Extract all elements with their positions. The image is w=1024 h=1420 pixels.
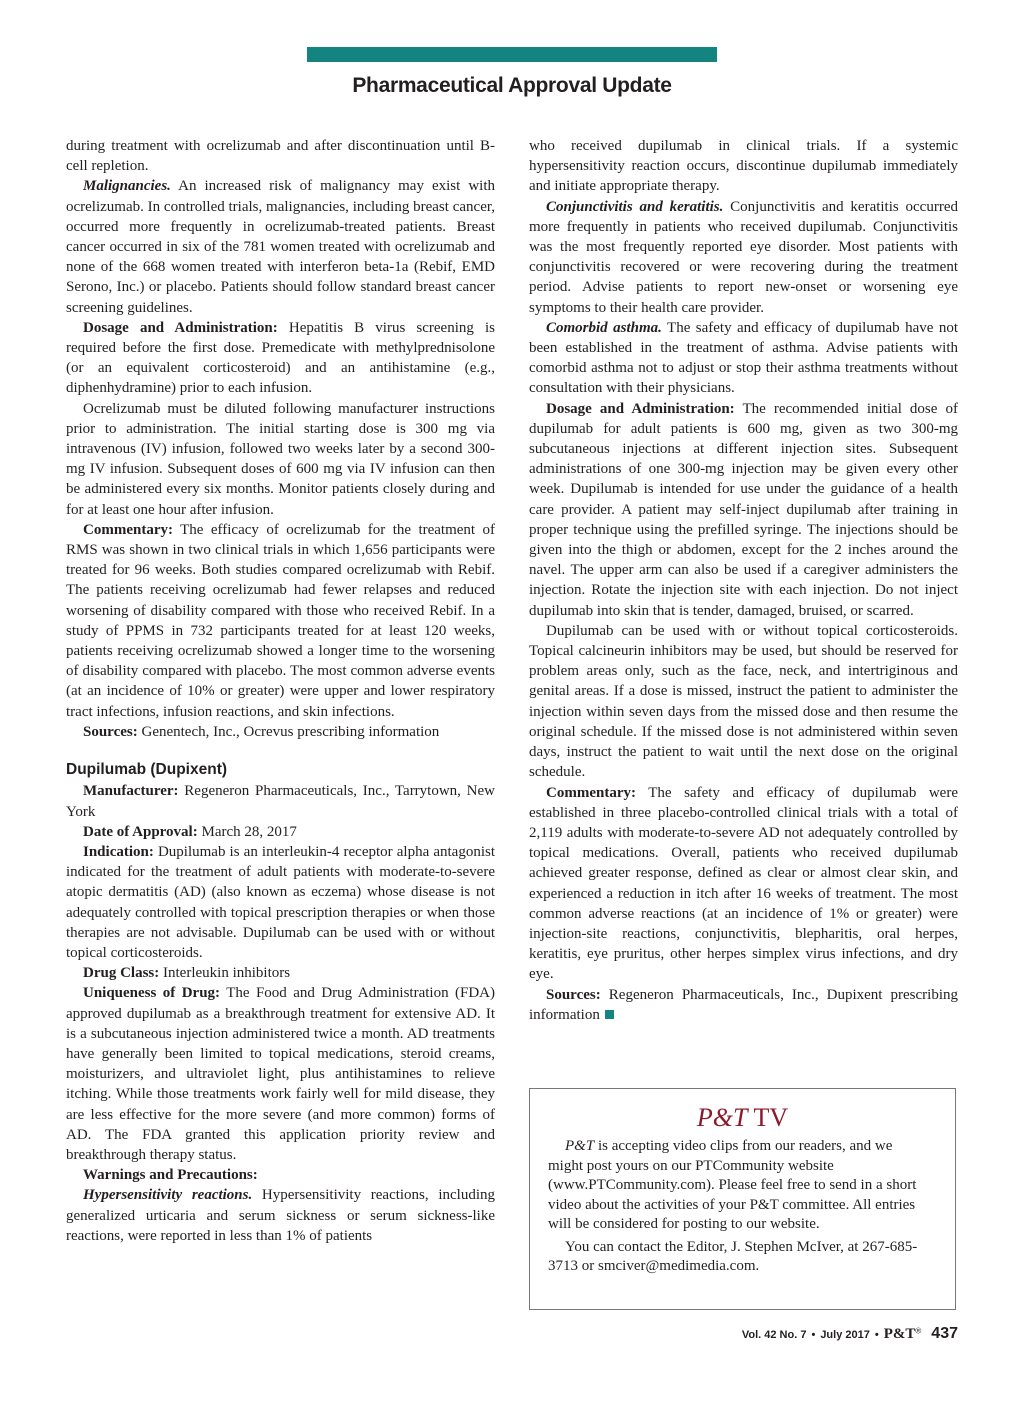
paragraph: during treatment with ocrelizumab and after discontinuation until B-cell repletion.: [66, 138, 495, 175]
paragraph: Ocrelizumab must be diluted following manufacturer instructions prior to administration. The initial starting dose is 300 mg via intravenous (IV) infusion, followed two weeks later by a second 300-mg IV infusion. Subsequent doses of 600 mg via IV infusion can then be administered every six months. Monitor patients closely during and for at least one hour after infusion.: [66, 400, 495, 518]
pt-tv-title-pt: P&T: [696, 1103, 748, 1132]
end-mark-icon: [605, 1010, 614, 1019]
paragraph-text: Conjunctivitis and keratitis occurred more frequently in patients who received dupilumab. Conjunctivitis was the most frequently reported eye disorder. Most patients with conjunctivitis recovered or were recovering during the treatment period. Advise patients to report new-onset or worsening eye symptoms to their health care provider.: [529, 198, 958, 316]
paragraph-text: Dupilumab is an interleukin-4 receptor alpha antagonist indicated for the treatment of adult patients with moderate-to-severe atopic dermatitis (AD) (also known as eczema) whose disease is not adequately controlled with topical prescription therapies or when those therapies are not advisable. Dupilumab can be used with or without topical corticosteroids.: [66, 843, 495, 961]
paragraph-text: Hepatitis B virus screening is required before the first dose. Premedicate with methylprednisolone (or an equivalent corticosteroid) and an antihistamine (e.g., diphenhydramine) prior to each infusion.: [66, 319, 495, 397]
paragraph: [529, 197, 958, 318]
paragraph: [66, 722, 495, 742]
paragraph-text: March 28, 2017: [197, 823, 297, 840]
drug-heading: Dupilumab (Dupixent): [66, 761, 228, 779]
paragraph: [529, 985, 958, 1025]
footer-reg-mark: ®: [915, 1326, 922, 1336]
footer-bullet: •: [874, 1329, 879, 1341]
paragraph-text: Genentech, Inc., Ocrevus prescribing information: [137, 723, 440, 740]
paragraph: [66, 1185, 495, 1246]
paragraph-text: Hypersensitivity reactions, including generalized urticaria and serum sickness or serum sickness-like reactions, were reported in less than 1% of patients: [66, 1187, 495, 1244]
label-commentary: Commentary:: [546, 784, 636, 801]
page-number: 437: [931, 1325, 958, 1342]
paragraph-text: The safety and efficacy of dupilumab have not been established in the treatment of asthma. Advise patients with comorbid asthma not to adjust or stop their asthma treatments without consultation with their physicians.: [529, 319, 958, 397]
paragraph: [66, 1165, 495, 1185]
paragraph: You can contact the Editor, J. Stephen McIver, at 267-685-3713 or smciver@medimedia.com.: [548, 1238, 918, 1274]
page-footer: [0, 1325, 958, 1343]
paragraph-text: Regeneron Pharmaceuticals, Inc., Dupixent prescribing information: [529, 986, 958, 1023]
paragraph-text: Interleukin inhibitors: [159, 965, 291, 982]
label-dosage: Dosage and Administration:: [83, 319, 278, 336]
paragraph: [66, 983, 495, 1165]
left-column: [66, 136, 495, 1246]
paragraph: [66, 822, 495, 842]
paragraph-text: The safety and efficacy of dupilumab were established in three placebo-controlled clinical trials with a total of 2,119 adults with moderate-to-severe AD not adequately controlled by topical medications. Overall, patients who received dupilumab achieved greater response, defined as clear or almost clear skin, and experienced a reduction in itch after 16 weeks of treatment. The most common adverse reactions (at an incidence of 1% or greater) were injection-site reactions, conjunctivitis, blepharitis, oral herpes, keratitis, eye pruritus, other herpes simplex virus infections, and dry eye.: [529, 784, 958, 983]
subhead-malignancies: Malignancies.: [83, 178, 171, 195]
subhead-conjunctivitis: Conjunctivitis and keratitis.: [546, 198, 724, 215]
header-accent-bar: [307, 47, 717, 62]
label-warnings: Warnings and Precautions:: [83, 1167, 258, 1184]
paragraph-text: The recommended initial dose of dupilumab for adult patients is 600 mg, given as two 300-mg subcutaneous injections at different injection sites. Subsequent administrations of one 300-mg injection may be given every other week. Dupilumab is intended for use under the guidance of a health care provider. A patient may self-inject dupilumab after training in proper technique using the prefilled syringe. The injections should be given into the thigh or abdomen, except for the 2 inches around the navel. The upper arm can also be used if a caregiver administers the injection. Rotate the injection site with each injection. Do not inject dupilumab into skin that is tender, damaged, bruised, or scarred.: [529, 400, 958, 619]
subhead-hypersensitivity: Hypersensitivity reactions.: [83, 1187, 253, 1204]
footer-bullet: •: [811, 1329, 816, 1341]
paragraph: [66, 318, 495, 399]
label-indication: Indication:: [83, 843, 154, 860]
footer-volume: Vol. 42 No. 7: [741, 1329, 807, 1341]
paragraph: who received dupilumab in clinical trials. If a systemic hypersensitivity reaction occurs, discontinue dupilumab immediately and initiate appropriate therapy.: [529, 138, 958, 195]
paragraph-text: is accepting video clips from our readers, and we might post yours on our PTCommunity website (www.PTCommunity.com). Please feel free to send in a short video about the activities of your P&T committee. All entries will be considered for posting to our website.: [548, 1138, 917, 1232]
label-manufacturer: Manufacturer:: [83, 783, 179, 800]
paragraph: [529, 783, 958, 985]
paragraph: [66, 781, 495, 821]
paragraph: Dupilumab can be used with or without topical corticosteroids. Topical calcineurin inhibitors may be used, but should be reserved for problem areas only, such as the face, neck, and intertriginous and genital areas. If a dose is missed, instruct the patient to administer the injection within seven days from the missed dose and then resume the original schedule. If the missed dose is not administered within seven days, instruct the patient to wait until the next dose on the original schedule.: [529, 622, 958, 781]
label-commentary: Commentary:: [83, 521, 173, 538]
label-dosage: Dosage and Administration:: [546, 400, 735, 417]
subhead-asthma: Comorbid asthma.: [546, 319, 662, 336]
pt-name: P&T: [565, 1138, 595, 1154]
paragraph: [66, 176, 495, 317]
paragraph: [548, 1137, 928, 1235]
label-approval: Date of Approval:: [83, 823, 198, 840]
footer-date: July 2017: [820, 1329, 870, 1341]
pt-tv-body: [548, 1137, 928, 1277]
paragraph: [529, 318, 958, 399]
pt-tv-box: [529, 1088, 956, 1310]
page-title: Pharmaceutical Approval Update: [352, 74, 672, 97]
pt-tv-title: [530, 1103, 955, 1133]
paragraph: [66, 520, 495, 722]
paragraph: [66, 963, 495, 983]
paragraph-text: The efficacy of ocrelizumab for the treatment of RMS was shown in two clinical trials in which 1,656 participants were treated for 96 weeks. Both studies compared ocrelizumab with Rebif. The patients receiving ocrelizumab had fewer relapses and reduced worsening of disability compared with those who received Rebif. In a study of PPMS in 732 participants treated for at least 120 weeks, patients receiving ocrelizumab showed a longer time to the worsening of disability compared with placebo. The most common adverse events (at an incidence of 10% or greater) were upper and lower respiratory tract infections, infusion reactions, and skin infections.: [66, 521, 495, 720]
label-drug-class: Drug Class:: [83, 965, 160, 982]
pt-tv-title-tv: TV: [747, 1103, 789, 1132]
paragraph-text: Regeneron Pharmaceuticals, Inc., Tarrytown, New York: [66, 783, 495, 820]
label-uniqueness: Uniqueness of Drug:: [83, 985, 221, 1002]
label-sources: Sources:: [83, 723, 138, 740]
paragraph-text: The Food and Drug Administration (FDA) approved dupilumab as a breakthrough treatment for extensive AD. It is a subcutaneous injection administered twice a month. AD treatments have generally been limited to topical medications, steroid creams, moisturizers, and ultraviolet light, plus antihistamines to relieve itching. While those treatments work fairly well for mild disease, they are less effective for the more severe (and more common) forms of AD. The FDA granted this application priority review and breakthrough therapy status.: [66, 985, 495, 1163]
label-sources: Sources:: [546, 986, 601, 1003]
paragraph-text: An increased risk of malignancy may exist with ocrelizumab. In controlled trials, malignancies, including breast cancer, occurred more frequently in ocrelizumab-treated patients. Breast cancer occurred in six of the 781 women treated with ocrelizumab and none of the 668 women treated with interferon beta-1a (Rebif, EMD Serono, Inc.) or placebo. Patients should follow standard breast cancer screening guidelines.: [66, 178, 495, 316]
paragraph: [529, 399, 958, 621]
footer-brand: P&T: [883, 1326, 916, 1342]
paragraph: [66, 842, 495, 963]
right-column: [529, 136, 958, 1025]
